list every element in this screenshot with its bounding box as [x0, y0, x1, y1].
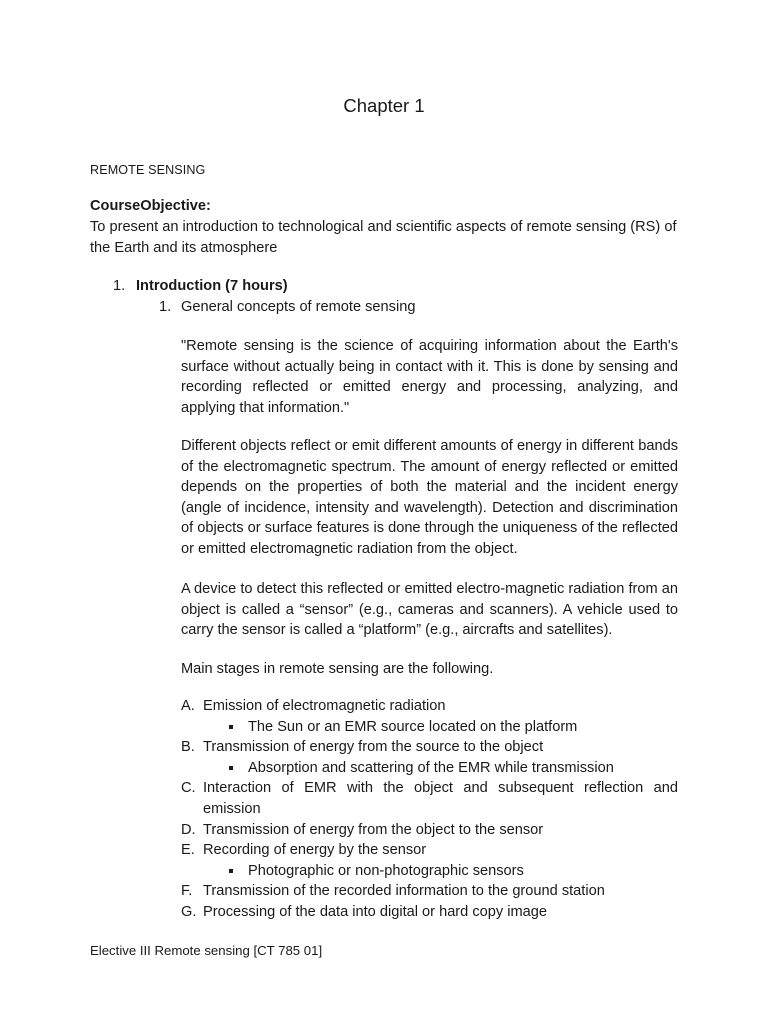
list-item-letter: A. [181, 698, 195, 714]
objective-text: To present an introduction to technological and scientific aspects of remote sensing (RS) of the Earth and its atmosphere [90, 219, 677, 256]
list-item-letter: E. [181, 842, 195, 859]
list-item-text: Transmission of energy from the source to the object [203, 739, 544, 756]
list-item-text: Transmission of the recorded information to the ground station [203, 883, 605, 900]
sub-bullet [181, 717, 678, 738]
list-item-text: Interaction of EMR with the object and subsequent reflection and emission [203, 780, 678, 817]
list-item-letter: G. [181, 903, 197, 920]
list-item [181, 737, 678, 758]
list-item-text: Emission of electromagnetic radiation [203, 698, 446, 714]
list-item-text: Recording of energy by the sensor [203, 842, 427, 859]
sub-bullet [181, 758, 678, 779]
paragraph-stages-intro: Main stages in remote sensing are the following. [181, 661, 494, 677]
toc-item-introduction [113, 276, 288, 297]
toc-item-label: Introduction (7 hours) [136, 278, 288, 294]
list-item-text: Transmission of energy from the object to the sensor [203, 821, 544, 838]
square-bullet-icon [229, 869, 233, 873]
list-item [181, 840, 678, 861]
toc-subitem-label: General concepts of remote sensing [181, 299, 416, 315]
list-item [181, 902, 678, 923]
list-item [181, 778, 678, 819]
toc-item-number: 1. [113, 278, 126, 294]
objective-heading: CourseObjective: [90, 198, 211, 214]
section-label: REMOTE SENSING [90, 163, 206, 177]
list-item-letter: F. [181, 883, 193, 900]
list-item-letter: D. [181, 821, 196, 838]
square-bullet-icon [229, 766, 233, 770]
page-footer: Elective III Remote sensing [CT 785 01] [90, 943, 323, 958]
chapter-title: Chapter 1 [343, 95, 425, 116]
paragraph-reflection: Different objects reflect or emit different amounts of energy in different bands of the electromagnetic spectrum. The amount of energy reflected or emitted depends on the properties of both the material and the incident energy (angle of incidence, intensity and wavelength). Detection and discrimination of objects or surface features is done through the uniqueness of the reflected or emitted electromagnetic radiation from the object. [181, 438, 678, 557]
sub-bullet-text: The Sun or an EMR source located on the platform [248, 718, 578, 735]
list-item [181, 820, 678, 841]
list-item-letter: C. [181, 780, 196, 797]
list-item-text: Processing of the data into digital or hard copy image [203, 903, 547, 920]
paragraph-sensor-platform: A device to detect this reflected or emitted electro-magnetic radiation from an object is called a “sensor” (e.g., cameras and scanners). A vehicle used to carry the sensor is called a “platform” (e.g., aircrafts and satellites). [181, 581, 678, 639]
paragraph-definition: "Remote sensing is the science of acquiring information about the Earth's surface without actually being in contact with it. This is done by sensing and recording reflected or emitted energy and processing, analyzing, and applying that information." [181, 338, 678, 416]
sub-bullet-text: Photographic or non-photographic sensors [248, 862, 524, 879]
list-item-letter: B. [181, 739, 195, 756]
sub-bullet [181, 861, 678, 882]
square-bullet-icon [229, 725, 233, 729]
toc-subitem-general-concepts [159, 297, 415, 318]
toc-subitem-number: 1. [159, 299, 172, 315]
list-item [181, 881, 678, 902]
list-item [181, 696, 678, 717]
stages-list [181, 696, 678, 923]
sub-bullet-text: Absorption and scattering of the EMR while transmission [248, 759, 614, 776]
